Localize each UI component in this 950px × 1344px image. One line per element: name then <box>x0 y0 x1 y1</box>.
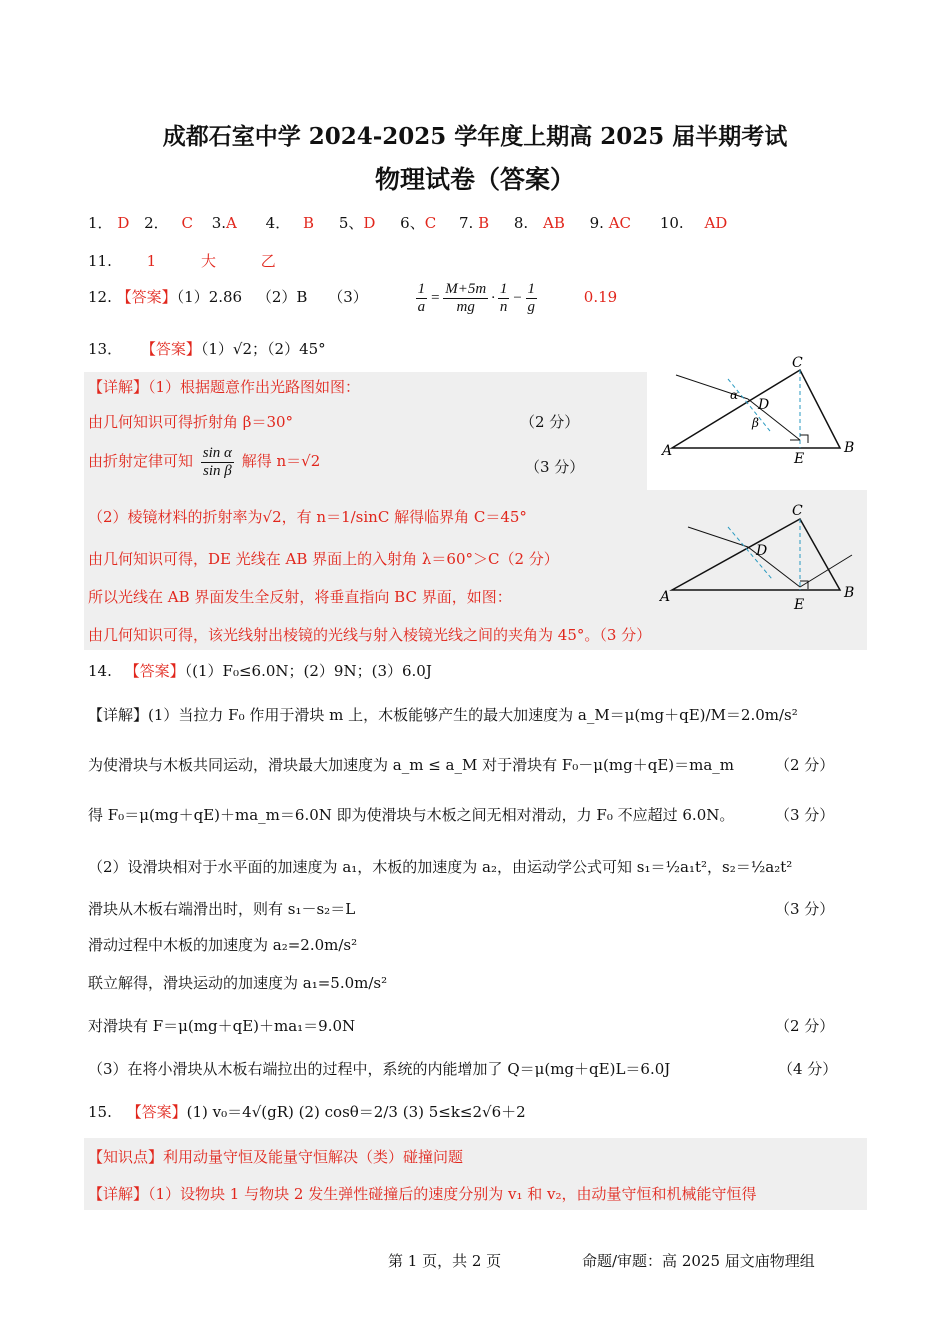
q11: 11. 1 大 乙 <box>88 252 276 270</box>
q13-detail-2: 由几何知识可得折射角 β＝30° <box>88 413 294 431</box>
q14-answer: 14. 【答案】（(1）F₀≤6.0N；(2）9N；(3）6.0J <box>88 662 432 680</box>
q14-detail-9: （3）在将小滑块从木板右端拉出的过程中，系统的内能增加了 Q＝μ(mg＋qE)L＝6.0J <box>88 1060 671 1078</box>
score: （4 分） <box>778 1060 838 1078</box>
q15-answer: 15. 【答案】(1) v₀＝4√(gR) (2) cosθ＝2/3 (3) 5≤k≤2√6＋2 <box>88 1103 526 1121</box>
page-number: 第 1 页，共 2 页 <box>388 1252 502 1270</box>
label-D: D <box>758 397 770 413</box>
q13-answer: 13． 【答案】（1）√2；（2）45° <box>88 340 326 358</box>
q15-detail-1: 【详解】（1）设物块 1 与物块 2 发生弹性碰撞后的速度分别为 v₁ 和 v₂，由动量守恒和机械能守恒得 <box>88 1185 757 1203</box>
exam-title: 成都石室中学 2024-2025 学年度上期高 2025 届半期考试 <box>162 123 788 150</box>
label-B: B <box>844 585 855 601</box>
score: （2 分） <box>520 413 580 431</box>
q14-detail-1: 【详解】(1）当拉力 F₀ 作用于滑块 m 上，木板能够产生的最大加速度为 a_M＝μ(mg＋qE)/M＝2.0m/s² <box>88 706 798 724</box>
label-C: C <box>792 503 803 519</box>
score: （2 分） <box>775 1017 835 1035</box>
score: （3 分） <box>775 806 835 824</box>
q14-detail-7: 联立解得，滑块运动的加速度为 a₁=5.0m/s² <box>88 974 388 992</box>
q14-detail-6: 滑动过程中木板的加速度为 a₂=2.0m/s² <box>88 936 358 954</box>
q12: 12. 【答案】（1）2.86 （2）B （3） $\frac{1}{a}$ = $\frac{M+5m}{mg}$ · $\frac{1}{n}$ − $\frac{1}{g}$ 0.19 <box>88 281 618 316</box>
label-E: E <box>794 597 805 613</box>
q13-detail-1: 【详解】（1）根据题意作出光路图如图： <box>88 378 361 396</box>
q13-detail-7: 由几何知识可得，该光线射出棱镜的光线与射入棱镜光线之间的夹角为 45°。（3 分） <box>88 626 652 644</box>
q13-detail-5: 由几何知识可得，DE 光线在 AB 界面上的入射角 λ＝60°＞C（2 分） <box>88 550 559 568</box>
q14-detail-4: （2）设滑块相对于水平面的加速度为 a₁，木板的加速度为 a₂，由运动学公式可知 s₁＝½a₁t²，s₂＝½a₂t² <box>88 858 793 876</box>
prism-diagram-2 <box>648 497 868 617</box>
label-beta: β <box>752 416 759 430</box>
mc-answers: 1． D 2． C 3.A 4． B 5、D 6、C 7. B 8. AB 9. AC 10. AD <box>88 214 728 232</box>
label-B: B <box>844 440 855 456</box>
score: （2 分） <box>775 756 835 774</box>
q13-detail-6: 所以光线在 AB 界面发生全反射，将垂直指向 BC 界面，如图： <box>88 588 512 606</box>
label-C: C <box>792 355 803 371</box>
q14-detail-2: 为使滑块与木板共同运动，滑块最大加速度为 a_m ≤ a_M 对于滑块有 F₀－μ(mg＋qE)＝ma_m <box>88 756 735 774</box>
label-alpha: α <box>730 388 739 402</box>
score: （3 分） <box>775 900 835 918</box>
q14-detail-3: 得 F₀＝μ(mg＋qE)＋ma_m＝6.0N 即为使滑块与木板之间无相对滑动，力 F₀ 不应超过 6.0N。 <box>88 806 735 824</box>
prism-diagram-1 <box>648 355 868 475</box>
exam-subtitle: 物理试卷（答案） <box>374 165 575 194</box>
q13-detail-4: （2）棱镜材料的折射率为√2，有 n＝1/sinC 解得临界角 C＝45° <box>88 508 527 526</box>
label-A: A <box>662 443 673 459</box>
label-E: E <box>794 451 805 467</box>
author-credit: 命题/审题：高 2025 届文庙物理组 <box>582 1252 815 1270</box>
q13-detail-3: 由折射定律可知 $\frac{\text{sin α}}{\text{sin β}}$ 解得 n＝√2 <box>88 445 321 480</box>
label-A: A <box>660 589 671 605</box>
q15-knowledge-point: 【知识点】利用动量守恒及能量守恒解决（类）碰撞问题 <box>88 1148 464 1166</box>
q14-detail-5: 滑块从木板右端滑出时，则有 s₁－s₂＝L <box>88 900 356 918</box>
q14-detail-8: 对滑块有 F＝μ(mg＋qE)＋ma₁＝9.0N <box>88 1017 356 1035</box>
label-D: D <box>756 543 768 559</box>
score: （3 分） <box>525 458 585 476</box>
